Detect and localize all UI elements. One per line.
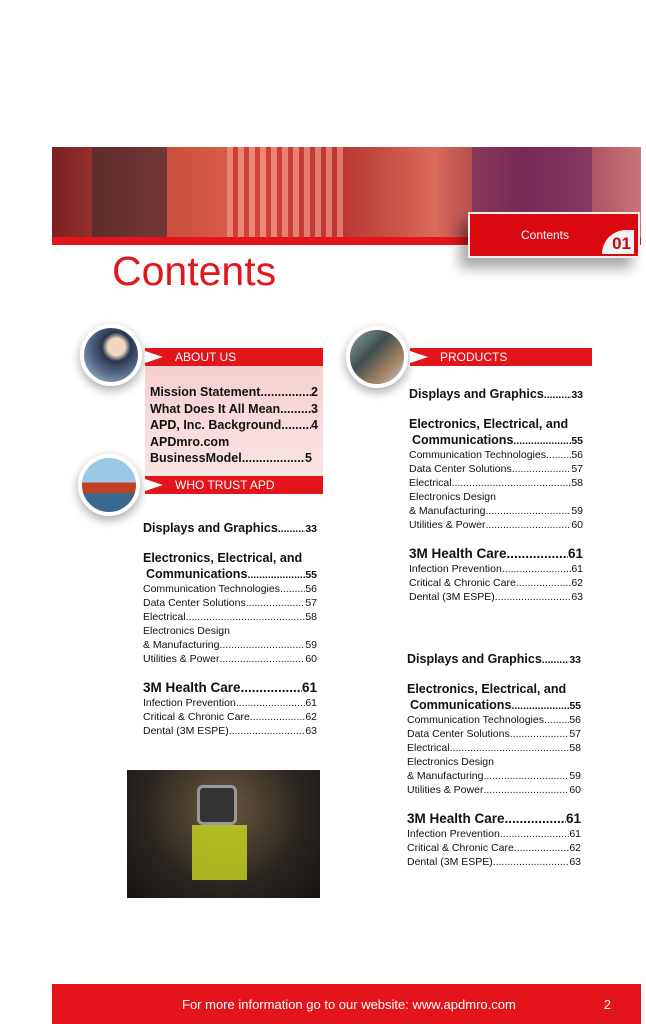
welder-photo	[127, 770, 320, 898]
dot-leader	[483, 769, 569, 783]
toc-label: Mission Statement	[150, 385, 261, 399]
page-number-ref: 60	[569, 784, 581, 796]
page-number-ref: 59	[569, 770, 581, 782]
page-number-ref: 57	[569, 728, 581, 740]
toc-label: APD, Inc. Background	[150, 418, 282, 432]
footer-bar	[52, 984, 641, 1024]
toc-label: Displays and Graphics	[143, 521, 278, 535]
toc-label: What Does It All Mean	[150, 401, 281, 416]
toc-item[interactable]	[150, 450, 312, 467]
dot-leader	[186, 610, 306, 624]
page-number-ref: 56	[305, 583, 317, 595]
toc-item-displays[interactable]	[407, 651, 581, 667]
toc-label: 3M Health Care	[407, 811, 505, 826]
page-number-ref: 55	[305, 569, 317, 581]
toc-item-critical[interactable]	[143, 710, 317, 724]
toc-label: APDmro.com	[150, 434, 230, 449]
toc-label: Data Center Solutions	[143, 597, 246, 609]
page-number-ref: 33	[305, 523, 317, 535]
page-number-ref: 3	[311, 401, 318, 416]
toc-label: Electronics, Electrical, and	[409, 417, 569, 431]
toc-block-right-top	[409, 386, 583, 604]
page-number-ref: 63	[305, 725, 317, 737]
dot-leader	[278, 522, 306, 536]
page-number-ref: 33	[569, 654, 581, 666]
page-number-ref: 62	[571, 577, 583, 589]
toc-item-electrical[interactable]	[407, 741, 581, 755]
page-number-ref: 61	[305, 697, 317, 709]
dot-leader	[242, 450, 305, 467]
toc-item-utilities[interactable]	[409, 518, 583, 532]
products-photo	[346, 326, 408, 388]
toc-item-utilities[interactable]	[407, 783, 581, 797]
toc-label: Infection Prevention	[407, 828, 500, 840]
toc-label: Data Center Solutions	[407, 728, 510, 740]
toc-label: Electrical	[143, 611, 186, 623]
toc-item-electrical[interactable]	[409, 476, 583, 490]
page-number-ref: 59	[305, 639, 317, 651]
section-tab-number: 01	[602, 230, 634, 254]
page-number-ref: 62	[569, 842, 581, 854]
toc-label: Utilities & Power	[409, 519, 486, 531]
toc-label: Electronics Design	[409, 491, 496, 503]
toc-label: Critical & Chronic Care	[143, 711, 250, 723]
dot-leader	[546, 448, 571, 462]
dot-leader	[495, 590, 572, 604]
toc-label: Utilities & Power	[143, 653, 220, 665]
dot-leader	[280, 582, 305, 596]
toc-item-utilities[interactable]	[143, 652, 317, 666]
toc-item[interactable]	[150, 434, 323, 451]
toc-item-datacenter[interactable]	[143, 596, 317, 610]
page-number-ref: 4	[311, 418, 318, 432]
toc-label: Communication Technologies	[143, 583, 280, 595]
toc-label: Utilities & Power	[407, 784, 484, 796]
toc-item-electrical[interactable]	[143, 610, 317, 624]
toc-label: Dental (3M ESPE)	[409, 591, 495, 603]
toc-item-design-heading	[407, 755, 581, 769]
dot-leader	[500, 827, 570, 841]
dot-leader	[513, 434, 571, 448]
page-number-ref: 61	[569, 828, 581, 840]
dot-leader	[493, 855, 570, 869]
dot-leader	[507, 546, 568, 562]
toc-label: Communications	[146, 567, 248, 581]
toc-label: & Manufacturing	[143, 639, 220, 651]
toc-item-datacenter[interactable]	[407, 727, 581, 741]
toc-item-health[interactable]	[409, 546, 583, 562]
toc-label: & Manufacturing	[407, 770, 484, 782]
section-tab-label: Contents	[520, 228, 570, 242]
toc-label: Electrical	[407, 742, 450, 754]
about-us-list	[145, 366, 323, 476]
products-header	[410, 348, 592, 366]
toc-block-left	[143, 520, 317, 738]
page-number-ref: 56	[569, 714, 581, 726]
dot-leader	[452, 476, 572, 490]
dot-leader	[514, 841, 570, 855]
who-trust-label: WHO TRUST APD	[175, 478, 275, 492]
dot-leader	[246, 596, 306, 610]
page-number-ref: 5	[305, 451, 312, 465]
toc-item-comm[interactable]	[143, 582, 317, 596]
page-number-ref: 55	[571, 435, 583, 447]
dot-leader	[229, 724, 306, 738]
page-number-ref: 55	[569, 700, 581, 712]
toc-item-health[interactable]	[143, 680, 317, 696]
dot-leader	[505, 811, 566, 827]
page-number-ref: 62	[305, 711, 317, 723]
page-number: 2	[603, 997, 611, 1012]
dot-leader	[485, 518, 571, 532]
page-number-ref: 60	[571, 519, 583, 531]
page-number-ref: 33	[571, 389, 583, 401]
toc-item-datacenter[interactable]	[409, 462, 583, 476]
toc-label: Infection Prevention	[143, 697, 236, 709]
page-number-ref: 60	[305, 653, 317, 665]
page-number-ref: 63	[569, 856, 581, 868]
toc-item-infection[interactable]	[407, 827, 581, 841]
dot-leader	[450, 741, 570, 755]
dot-leader	[236, 696, 306, 710]
dot-leader	[485, 504, 571, 518]
toc-item-dental[interactable]	[407, 855, 581, 869]
toc-label: Infection Prevention	[409, 563, 502, 575]
toc-item-electronics-heading	[409, 416, 583, 432]
dot-leader	[512, 462, 572, 476]
toc-item-electronics-heading	[143, 550, 317, 566]
who-trust-photo	[78, 454, 140, 516]
toc-label: Electronics Design	[407, 756, 494, 768]
page-number-ref: 61	[571, 563, 583, 575]
dot-leader	[247, 568, 305, 582]
who-trust-header	[145, 476, 323, 494]
toc-item[interactable]	[150, 401, 318, 418]
dot-leader	[219, 652, 305, 666]
page-number-ref: 61	[301, 680, 317, 695]
toc-item-electronics[interactable]	[409, 432, 583, 448]
toc-item-health[interactable]	[407, 811, 581, 827]
dot-leader	[511, 699, 569, 713]
page-number-ref: 61	[567, 546, 583, 561]
toc-label: Communication Technologies	[409, 449, 546, 461]
page-number-ref: 58	[305, 611, 317, 623]
section-tab	[468, 212, 640, 258]
toc-item[interactable]	[150, 384, 318, 401]
toc-item-design[interactable]	[407, 769, 581, 783]
toc-label: 3M Health Care	[143, 680, 241, 695]
page-title: Contents	[112, 248, 277, 294]
page-number-ref: 63	[571, 591, 583, 603]
dot-leader	[260, 384, 311, 401]
toc-item-dental[interactable]	[143, 724, 317, 738]
dot-leader	[483, 783, 569, 797]
toc-label: Communications	[410, 698, 512, 712]
toc-label: Displays and Graphics	[407, 652, 542, 666]
toc-label: Communication Technologies	[407, 714, 544, 726]
dot-leader	[542, 653, 570, 667]
page-number-ref: 58	[571, 477, 583, 489]
toc-label: Communications	[412, 433, 514, 447]
toc-label: Displays and Graphics	[409, 387, 544, 401]
page-number-ref: 56	[571, 449, 583, 461]
page-number-ref: 57	[571, 463, 583, 475]
toc-label: Dental (3M ESPE)	[407, 856, 493, 868]
page-number-ref: 2	[311, 385, 318, 399]
dot-leader	[280, 401, 311, 418]
toc-item-displays[interactable]	[143, 520, 317, 536]
toc-label: Critical & Chronic Care	[407, 842, 514, 854]
toc-label: & Manufacturing	[409, 505, 486, 517]
toc-item-design[interactable]	[143, 638, 317, 652]
dot-leader	[219, 638, 305, 652]
about-us-header	[145, 348, 323, 366]
about-us-label: ABOUT US	[175, 350, 237, 364]
toc-item-comm[interactable]	[409, 448, 583, 462]
footer-website-text[interactable]: For more information go to our website: www.apdmro.com	[182, 997, 516, 1012]
toc-label: Electronics, Electrical, and	[143, 551, 303, 565]
about-us-photo	[80, 324, 142, 386]
toc-item-displays[interactable]	[409, 386, 583, 402]
dot-leader	[516, 576, 572, 590]
toc-label: Critical & Chronic Care	[409, 577, 516, 589]
toc-item-critical[interactable]	[409, 576, 583, 590]
dot-leader	[544, 388, 572, 402]
products-label: PRODUCTS	[440, 350, 508, 364]
toc-item-critical[interactable]	[407, 841, 581, 855]
dot-leader	[544, 713, 569, 727]
dot-leader	[241, 680, 302, 696]
dot-leader	[281, 417, 311, 434]
toc-label: 3M Health Care	[409, 546, 507, 561]
toc-item-design[interactable]	[409, 504, 583, 518]
toc-label: Electronics, Electrical, and	[407, 682, 567, 696]
toc-item-infection[interactable]	[143, 696, 317, 710]
toc-item-dental[interactable]	[409, 590, 583, 604]
toc-label: BusinessModel	[150, 451, 242, 465]
toc-label: Electrical	[409, 477, 452, 489]
page-number-ref: 61	[565, 811, 581, 826]
toc-item-electronics[interactable]	[143, 566, 317, 582]
dot-leader	[502, 562, 572, 576]
toc-label: Data Center Solutions	[409, 463, 512, 475]
toc-block-right-bottom	[407, 651, 581, 869]
dot-leader	[510, 727, 570, 741]
toc-label: Dental (3M ESPE)	[143, 725, 229, 737]
page-number-ref: 58	[569, 742, 581, 754]
dot-leader	[250, 710, 306, 724]
page-number-ref: 57	[305, 597, 317, 609]
toc-item-design-heading	[143, 624, 317, 638]
page-number-ref: 59	[571, 505, 583, 517]
toc-item-electronics[interactable]	[407, 697, 581, 713]
toc-item[interactable]	[150, 417, 318, 434]
toc-item-design-heading	[409, 490, 583, 504]
toc-item-electronics-heading	[407, 681, 581, 697]
toc-label: Electronics Design	[143, 625, 230, 637]
toc-item-comm[interactable]	[407, 713, 581, 727]
toc-item-infection[interactable]	[409, 562, 583, 576]
